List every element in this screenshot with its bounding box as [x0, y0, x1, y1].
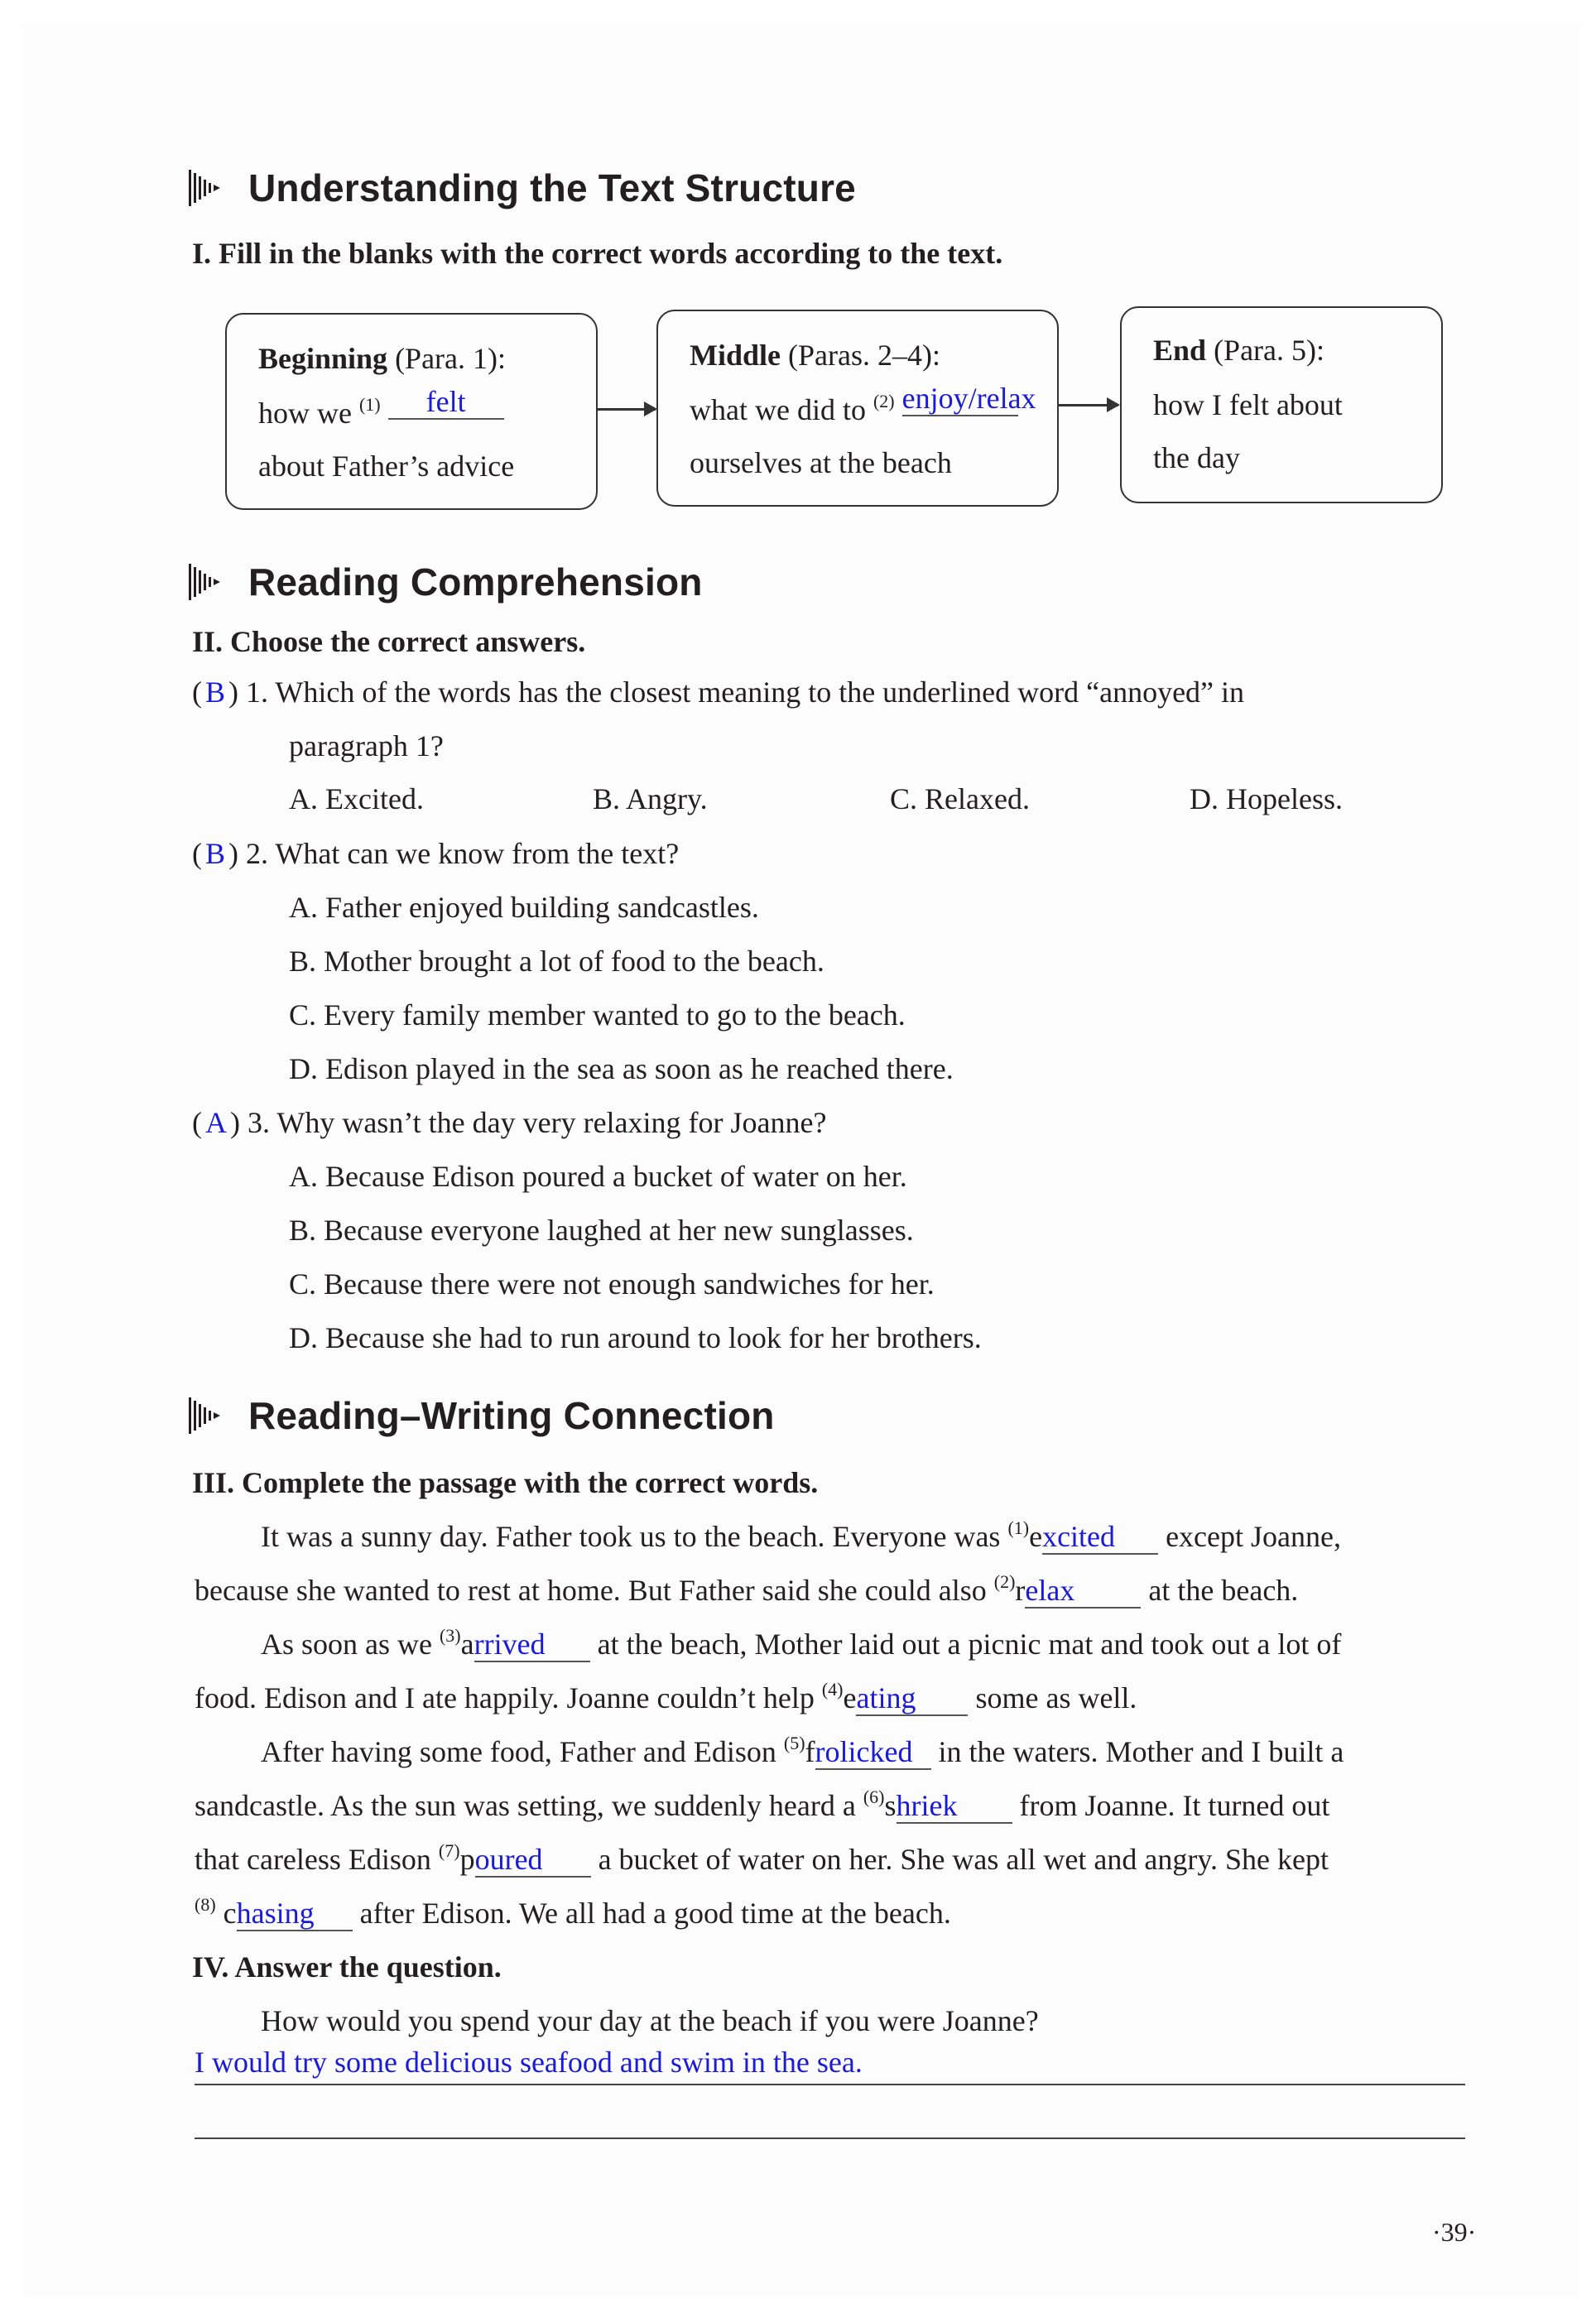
- first-letter: s: [884, 1789, 897, 1822]
- passage-text: at the beach.: [1148, 1574, 1299, 1607]
- blank-answer: ating: [856, 1681, 916, 1714]
- passage-text: sandcastle. As the sun was setting, we suddenly heard a: [195, 1789, 856, 1822]
- instruction-connection: III. Complete the passage with the correct words.: [192, 1466, 819, 1499]
- answer-slot-q3[interactable]: A: [205, 1106, 227, 1139]
- option-c[interactable]: C. Every family member wanted to go to the beach.: [289, 998, 906, 1031]
- passage-line: [261, 1627, 1341, 1662]
- option-b[interactable]: B. Because everyone laughed at her new sunglasses.: [289, 1214, 914, 1247]
- option-b[interactable]: B. Mother brought a lot of food to the beach.: [289, 945, 824, 978]
- blank-number: (2): [993, 1571, 1016, 1592]
- passage-text: from Joanne. It turned out: [1019, 1789, 1330, 1822]
- blank-number: (1): [358, 394, 381, 415]
- section-title: Reading Comprehension: [248, 560, 703, 603]
- passage-text: after Edison. We all had a good time at the beach.: [359, 1897, 951, 1930]
- fill-blank[interactable]: [1025, 1575, 1141, 1609]
- blank-answer: oured: [474, 1843, 543, 1876]
- answer-bracket: ): [228, 837, 239, 870]
- box-text: what we did to: [690, 393, 866, 426]
- passage-text: After having some food, Father and Edison: [261, 1735, 776, 1768]
- box-heading: [1153, 333, 1324, 368]
- passage-line: [261, 1734, 1344, 1770]
- answer-bracket: (: [192, 1106, 202, 1139]
- passage-text: except Joanne,: [1166, 1520, 1341, 1553]
- answer-slot-q2[interactable]: B: [205, 837, 226, 870]
- instruction-comprehension: II. Choose the correct answers.: [192, 625, 586, 658]
- passage-line: [195, 1896, 951, 1931]
- answer-rule-line[interactable]: [195, 2084, 1465, 2085]
- question-2: [192, 836, 679, 871]
- first-letter: c: [223, 1897, 237, 1930]
- passage-line: [195, 1681, 1137, 1716]
- fill-blank[interactable]: [1042, 1522, 1158, 1555]
- first-letter: r: [1015, 1574, 1026, 1607]
- box-line-1: how I felt about: [1153, 388, 1343, 421]
- question-stem: 1. Which of the words has the closest meaning to the underlined word “annoyed” in: [246, 676, 1245, 709]
- section-marker-icon: [189, 564, 224, 600]
- box-para-ref: (Paras. 2–4):: [788, 339, 940, 372]
- answer-bracket: (: [192, 676, 202, 709]
- fill-blank-1[interactable]: [388, 387, 504, 420]
- box-para-ref: (Para. 5):: [1214, 334, 1325, 367]
- passage-text: As soon as we: [261, 1628, 432, 1661]
- blank-answer: enjoy/relax: [901, 382, 1036, 415]
- box-text: how we: [258, 397, 352, 430]
- box-heading-label: End: [1153, 334, 1207, 367]
- passage-text: because she wanted to rest at home. But Father said she could also: [195, 1574, 987, 1607]
- fill-blank[interactable]: [897, 1791, 1012, 1824]
- answer-rule-line[interactable]: [195, 2137, 1465, 2139]
- instruction-question: IV. Answer the question.: [192, 1950, 502, 1984]
- option-a[interactable]: A. Excited.: [289, 782, 424, 815]
- option-d[interactable]: D. Edison played in the sea as soon as he reached there.: [289, 1052, 954, 1085]
- blank-number: (3): [439, 1625, 461, 1646]
- passage-line: [195, 1788, 1329, 1824]
- first-letter: e: [1029, 1520, 1043, 1553]
- option-a[interactable]: A. Because Edison poured a bucket of water on her.: [289, 1160, 907, 1193]
- answer-bracket: ): [230, 1106, 240, 1139]
- blank-answer: hasing: [236, 1897, 315, 1930]
- passage-text: that careless Edison: [195, 1843, 431, 1876]
- passage-line: [261, 1519, 1341, 1555]
- section-heading-connection: [189, 1393, 775, 1438]
- question-stem-cont: paragraph 1?: [289, 729, 444, 762]
- box-heading-label: Middle: [690, 339, 781, 372]
- box-heading-label: Beginning: [258, 342, 388, 375]
- option-c[interactable]: C. Relaxed.: [890, 782, 1030, 815]
- question-stem: 3. Why wasn’t the day very relaxing for Joanne?: [248, 1106, 827, 1139]
- section-marker-icon: [189, 170, 224, 206]
- question-stem: 2. What can we know from the text?: [246, 837, 680, 870]
- first-letter: a: [460, 1628, 474, 1661]
- question-1: [192, 675, 1244, 709]
- blank-number: (5): [783, 1733, 805, 1753]
- box-line-2: about Father’s advice: [258, 450, 515, 483]
- structure-box-end: [1120, 306, 1443, 503]
- option-d[interactable]: D. Hopeless.: [1190, 782, 1343, 815]
- answer-slot-q1[interactable]: B: [205, 676, 226, 709]
- option-c[interactable]: C. Because there were not enough sandwiches for her.: [289, 1267, 935, 1301]
- option-d[interactable]: D. Because she had to run around to look for her brothers.: [289, 1321, 982, 1354]
- passage-text: It was a sunny day. Father took us to the beach. Everyone was: [261, 1520, 1001, 1553]
- first-letter: e: [843, 1681, 857, 1714]
- structure-box-beginning: [225, 313, 598, 510]
- flow-arrow-icon: [598, 408, 656, 411]
- box-line-1: [258, 385, 504, 431]
- page-number: ·39·: [1432, 2217, 1477, 2247]
- passage-text: food. Edison and I ate happily. Joanne couldn’t help: [195, 1681, 815, 1714]
- first-letter: f: [805, 1735, 815, 1768]
- blank-number: (2): [873, 391, 895, 411]
- structure-box-middle: [656, 310, 1059, 507]
- question-3: [192, 1105, 826, 1140]
- instruction-structure: I. Fill in the blanks with the correct words according to the text.: [192, 237, 1003, 270]
- blank-answer: hriek: [896, 1789, 958, 1822]
- blank-answer: xcited: [1042, 1520, 1116, 1553]
- blank-answer: elax: [1025, 1574, 1075, 1607]
- box-heading: [258, 341, 506, 376]
- blank-number: (6): [863, 1786, 885, 1807]
- written-answer[interactable]: I would try some delicious seafood and swim in the sea.: [195, 2046, 863, 2079]
- box-line-2: ourselves at the beach: [690, 446, 952, 479]
- box-heading: [690, 338, 940, 373]
- blank-answer: rrived: [474, 1628, 546, 1661]
- blank-number: (1): [1007, 1517, 1030, 1538]
- section-heading-structure: [189, 166, 856, 210]
- blank-number: (8): [195, 1894, 216, 1915]
- section-title: Understanding the Text Structure: [248, 166, 856, 209]
- option-a[interactable]: A. Father enjoyed building sandcastles.: [289, 891, 759, 924]
- fill-blank[interactable]: [475, 1844, 591, 1878]
- passage-line: [195, 1573, 1298, 1609]
- box-para-ref: (Para. 1):: [395, 342, 507, 375]
- question-prompt: How would you spend your day at the beach if you were Joanne?: [261, 2004, 1039, 2037]
- box-line-1: [690, 382, 1036, 428]
- fill-blank[interactable]: [815, 1737, 931, 1770]
- passage-text: some as well.: [975, 1681, 1137, 1714]
- passage-text: at the beach, Mother laid out a picnic mat and took out a lot of: [597, 1628, 1342, 1661]
- box-line-2: the day: [1153, 441, 1240, 474]
- fill-blank[interactable]: [856, 1683, 968, 1716]
- fill-blank-2[interactable]: [901, 382, 1036, 416]
- section-marker-icon: [189, 1397, 224, 1434]
- fill-blank[interactable]: [237, 1898, 353, 1931]
- fill-blank[interactable]: [474, 1629, 590, 1662]
- answer-bracket: ): [228, 676, 239, 709]
- flow-arrow-icon: [1059, 404, 1118, 406]
- option-b[interactable]: B. Angry.: [593, 782, 708, 815]
- blank-number: (7): [438, 1840, 460, 1861]
- blank-answer: rolicked: [815, 1735, 913, 1768]
- blank-answer: felt: [425, 385, 466, 418]
- passage-text: in the waters. Mother and I built a: [938, 1735, 1344, 1768]
- passage-text: a bucket of water on her. She was all wet and angry. She kept: [598, 1843, 1329, 1876]
- section-title: Reading–Writing Connection: [248, 1394, 775, 1437]
- first-letter: p: [459, 1843, 475, 1876]
- passage-line: [195, 1842, 1329, 1878]
- blank-number: (4): [821, 1679, 844, 1700]
- answer-bracket: (: [192, 837, 202, 870]
- section-heading-comprehension: [189, 560, 703, 604]
